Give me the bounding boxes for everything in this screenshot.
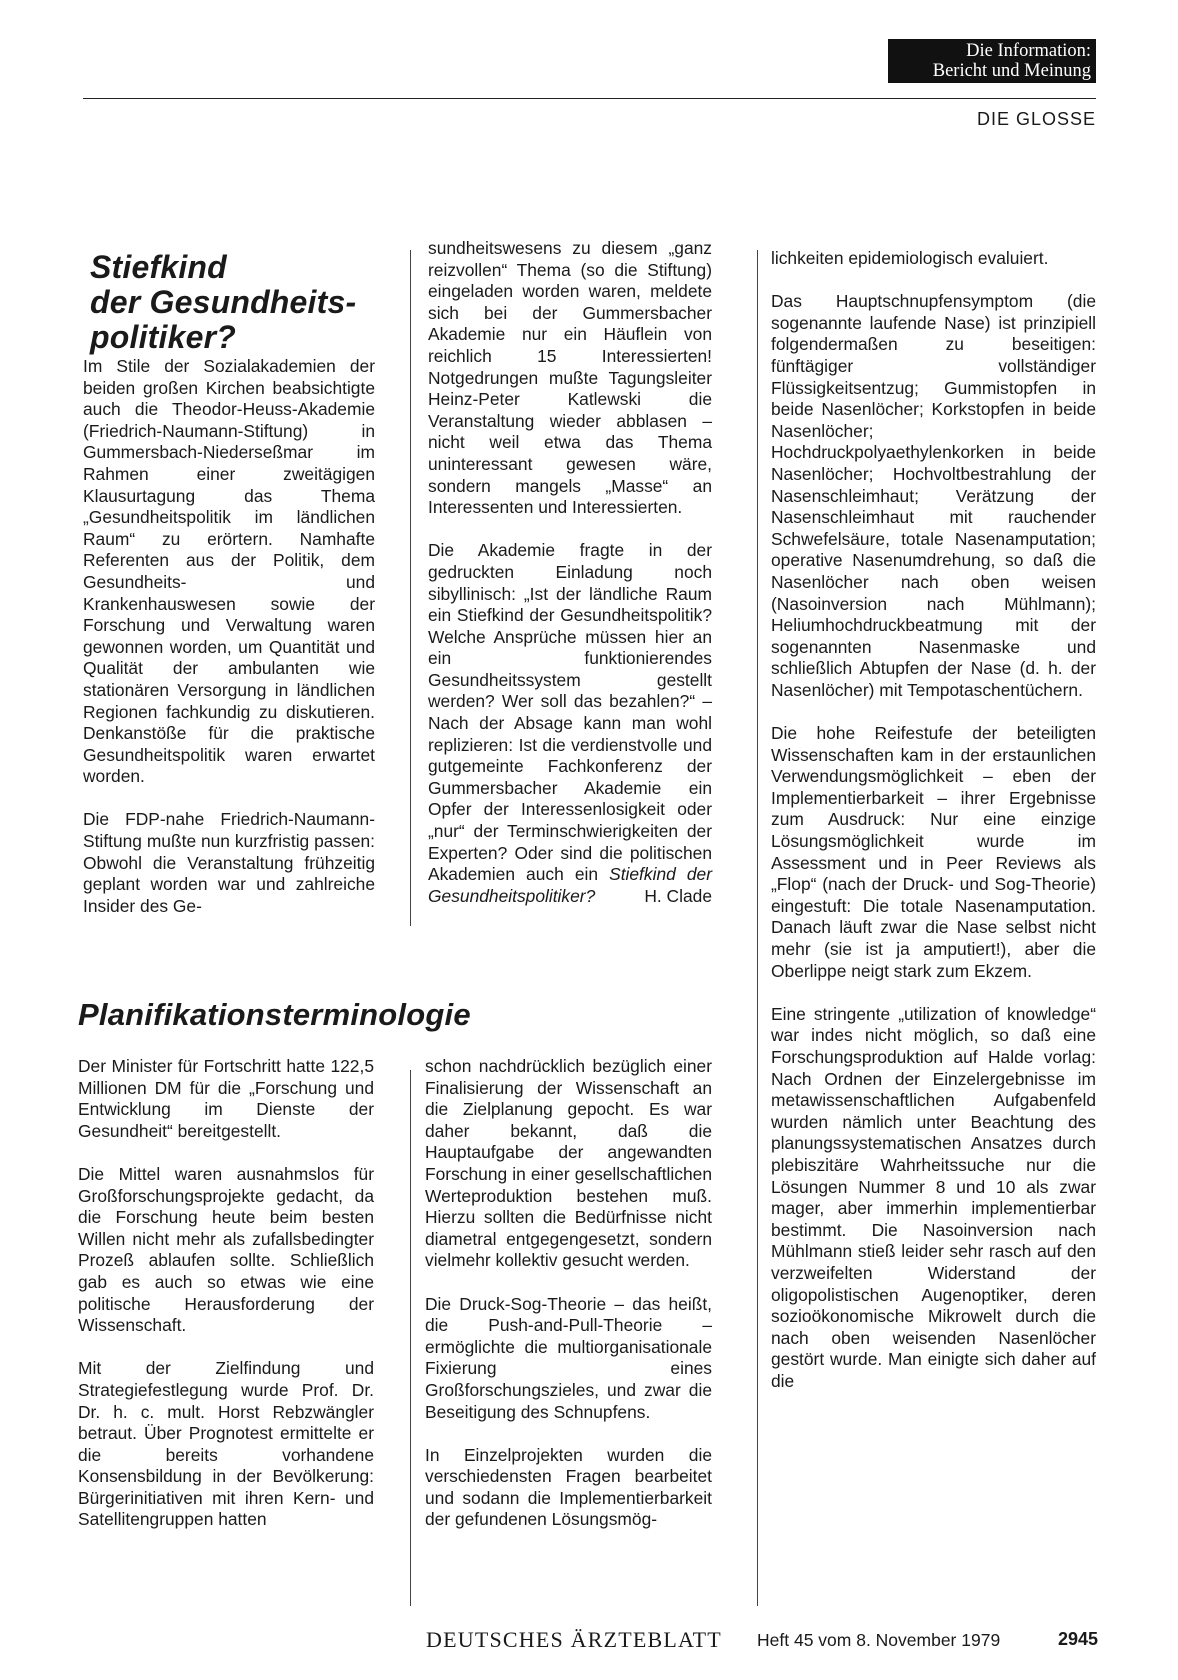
column-rule xyxy=(757,250,758,1606)
rubric-label: DIE GLOSSE xyxy=(976,109,1096,129)
article2-col3-paragraph: Die hohe Reifestufe der beteiligten Wissenschaften kam in der erstaunlichen Verwendungsmöglichkeit – eben der Implementierbarkeit – ihrer Ergebnisse zum Ausdruck: Nur eine einzige Lösungsmöglichkeit wurde im Assessment und in Peer Reviews als „Flop“ (nach der Druck- und Sog-Theorie) eingestuft: Die totale Nasenamputation. Danach läuft zwar die Nase selbst nicht mehr (sie ist ja amputiert!), aber die Oberlippe neigt stark zum Ekzem. xyxy=(771,723,1096,981)
article1-col2-paragraph: sundheitswesens zu diesem „ganz reizvollen“ Thema (so die Stiftung) eingeladen worden waren, meldete sich bei der Gummersbacher Akademie nur ein Häuflein von reichlich 15 Interessierten! Notgedrungen mußte Tagungsleiter Heinz-Peter Katlewski die Veranstaltung wieder abblasen – nicht weil etwa das Thema uninteressant gewesen wäre, sondern mangels „Masse“ an Interessenten und Interessierten. xyxy=(428,238,712,518)
section-badge: Die Information: Bericht und Meinung xyxy=(888,39,1096,83)
article2-col3-paragraph: Das Hauptschnupfensymptom (die sogenannte laufende Nase) ist prinzipiell folgendermaßen zu beseitigen: fünftägiger vollständiger Flüssigkeitsentzug; Gummistopfen in beide Nasenlöcher; Korkstopfen in beide Nasenlöcher; Hochdruckpolyaethylenkorken in beide Nasenlöcher; Hochvoltbestrahlung der Nasenschleimhaut; Verätzung der Nasenschleimhaut mit rauchender Schwefelsäure, totale Nasenamputation; operative Nasenumdrehung, so daß die Nasenlöcher nach oben weisen (Nasoinversion nach Mühlmann); Heliumhochdruckbeatmung mit der sogenannten Nasenmaske und schließlich Abtupfen der Nase (d. h. der Nasenlöcher) mit Tempotaschentüchern. xyxy=(771,291,1096,700)
article1-col2-paragraph: Die Akademie fragte in der gedruckten Einladung noch sibyllinisch: „Ist der ländliche Raum ein Stiefkind der Gesundheitspolitik? Welche Ansprüche müssen hier an ein funktionierendes Gesundheitssystem gestellt werden? Wer soll das bezahlen?“ – Nach der Absage kann man wohl replizieren: Ist die verdienstvolle und gutgemeinte Fachkonferenz der Gummersbacher Akademie ein Opfer der Interessenlosigkeit oder „nur“ der Terminschwierigkeiten der Experten? Oder sind die politischen Akademien auch ein xyxy=(428,540,712,885)
page-number: 2945 xyxy=(1058,1629,1099,1649)
issue-date: Heft 45 vom 8. November 1979 xyxy=(757,1630,1001,1650)
article1-title-reference: Stiefkind der Gesundheitspolitiker? xyxy=(428,864,712,906)
article2-title: Planifikationsterminologie xyxy=(78,997,471,1032)
article2-col3-paragraph: lichkeiten epidemiologisch evaluiert. xyxy=(771,248,1049,268)
article2-col1-paragraph: Die Mittel waren ausnahmslos für Großforschungsprojekte gedacht, da die Forschung heute beim besten Willen nicht mehr als zufallsbedingter Prozeß ablaufen sollte. Schließlich gab es auch so etwas wie eine politische Herausforderung der Wissenschaft. xyxy=(78,1163,374,1336)
article2-col2-paragraph: Die Druck-Sog-Theorie – das heißt, die Push-and-Pull-Theorie – ermöglichte die multiorganisationale Fixierung eines Großforschungszieles, und zwar die Beseitigung des Schnupfens. xyxy=(425,1293,712,1422)
column-rule xyxy=(410,250,411,926)
article2-col1-paragraph: Der Minister für Fortschritt hatte 122,5 Millionen DM für die „Forschung und Entwicklung im Dienste der Gesundheit“ bereitgestellt. xyxy=(78,1056,374,1141)
article1-title: Stiefkind der Gesundheits- politiker? xyxy=(90,249,357,355)
article1-col1-paragraph: Im Stile der Sozialakademien der beiden großen Kirchen beabsichtigte auch die Theodor-Heuss-Akademie (Friedrich-Naumann-Stiftung) in Gummersbach-Niederseßmar im Rahmen einer zweitägigen Klausurtagung das Thema „Gesundheitspolitik im ländlichen Raum“ zu erörtern. Namhafte Referenten aus der Politik, dem Gesundheits- und Krankenhauswesen sowie der Forschung und Verwaltung waren gewonnen worden, um Quantität und Qualität der ambulanten wie stationären Versorgung in ländlichen Regionen fachkundig zu diskutieren. Denkanstöße für die praktische Gesundheitspolitik waren erwartet worden. xyxy=(83,356,375,787)
publication-name: DEUTSCHES ÄRZTEBLATT xyxy=(426,1627,722,1652)
header-rule xyxy=(83,98,1096,99)
article2-col3-paragraph: Eine stringente „utilization of knowledge“ war indes nicht möglich, so daß eine Forschungsproduktion auf Halde vorlag: Nach Ordnen der Einzelergebnisse im metawissenschaftlichen Aufgabenfeld wurden nämlich unter Beachtung des planungssystematischen Ansatzes durch plebiszitäre Wahrheitssuche nur die Lösungen Nummer 8 und 10 als zwar mager, aber immerhin implementierbar bestimmt. Die Nasoinversion nach Mühlmann stieß leider sehr rasch auf den verzweifelten Widerstand der oligopolistischen Augenoptiker, deren sozioökonomische Mikrowelt durch die nach oben weisenden Nasenlöcher gestört wurde. Man einigte sich daher auf die xyxy=(771,1003,1096,1391)
article2-column-3 xyxy=(771,248,1096,1392)
article1-column-2 xyxy=(428,238,712,907)
article2-col2-paragraph: In Einzelprojekten wurden die verschiedensten Fragen bearbeitet und sodann die Implementierbarkeit der gefundenen Lösungsmög- xyxy=(425,1444,712,1530)
author-signature: H. Clade xyxy=(644,885,712,906)
article1-column-1 xyxy=(83,356,375,917)
article2-col2-paragraph: schon nachdrücklich bezüglich einer Finalisierung der Wissenschaft an die Zielplanung gepocht. Es war daher bekannt, daß die Hauptaufgabe der angewandten Forschung in einer gesellschaftlichen Werteproduktion bestehen muß. Hierzu sollten die Bedürfnisse nicht diametral entgegengesetzt, sondern vielmehr kollektiv gesucht werden. xyxy=(425,1056,712,1271)
article1-col1-paragraph: Die FDP-nahe Friedrich-Naumann-Stiftung mußte nun kurzfristig passen: Obwohl die Veranstaltung frühzeitig geplant worden war und zahlreiche Insider des Ge- xyxy=(83,809,375,916)
article2-column-2 xyxy=(425,1056,712,1531)
article2-col1-paragraph: Mit der Zielfindung und Strategiefestlegung wurde Prof. Dr. Dr. h. c. mult. Horst Rebzwängler betraut. Über Prognotest ermittelte er die bereits vorhandene Konsensbildung in der Bevölkerung: Bürgerinitiativen mit ihren Kern- und Satellitengruppen hatten xyxy=(78,1358,374,1530)
column-rule xyxy=(410,1070,411,1606)
article1-col2-closing xyxy=(428,540,712,907)
article2-column-1 xyxy=(78,1056,374,1531)
